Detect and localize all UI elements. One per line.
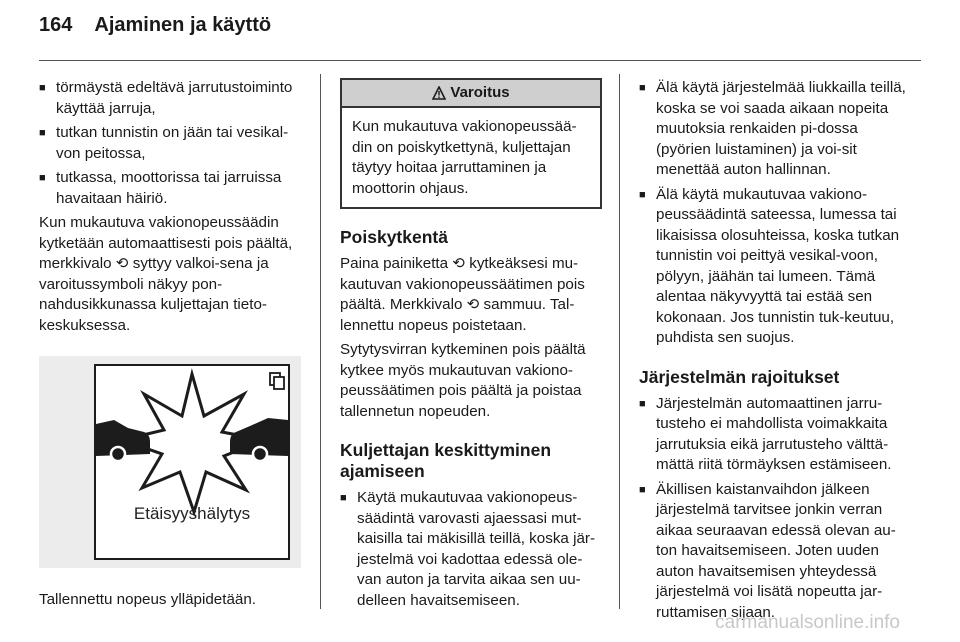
bullet-icon: ■ (639, 188, 646, 201)
warning-box (340, 78, 602, 209)
list-item: ■ Äkillisen kaistanvaihdon jälkeen järjestelmä tarvitsee jonkin verran aikaa seuraavan edessä olevan au-ton havaitsemiseen. Joten uuden auton havaitsemisen yhteydessä järjestelmä voi lisätä nopeutta jar-ruttamisen sijaan. (639, 480, 911, 624)
list-item: ■ tutkan tunnistin on jään tai vesikal-von peitossa, (39, 123, 304, 164)
car-right-icon (230, 418, 288, 461)
list-item: ■ törmäystä edeltävä jarrutustoiminto käyttää jarruja, (39, 78, 304, 119)
warning-triangle-icon (432, 86, 446, 100)
paragraph: Sytytysvirran kytkeminen pois päältä kytkee myös mukautuvan vakiono-peussäätimen pois päältä ja poistaa tallennetun nopeuden. (340, 341, 586, 420)
list-item: ■ Käytä mukautuvaa vakionopeus-säädintä varovasti ajaessasi mut-kaisilla tai mäkisillä teillä, koska jär-jestelmä voi kadottaa edessä ole-van auton ja tarvita aikaa sen uu-delleen havaitsemiseen. (340, 488, 604, 611)
warning-header (342, 80, 600, 108)
bullet-icon: ■ (39, 127, 46, 139)
section-heading: Kuljettajan keskittyminen ajamiseen (340, 440, 552, 481)
bullet-icon: ■ (639, 397, 646, 410)
column-separator (320, 74, 321, 609)
list-item: ■ Älä käytä mukautuvaa vakiono-peussäädintä sateessa, lumessa tai likaisissa olosuhteissa, koska tutkan tunnistin voi peittyä vesikal-voon, pölyyn, jäähän tai lumeen. Tämä alentaa näkyvyyttä tai estää sen kokonaan. Jos tunnistin tuk-keutuu, puhdista sen suojus. (639, 185, 911, 349)
bullet-icon: ■ (39, 172, 46, 184)
watermark: carmanualsonline.info (715, 612, 900, 633)
collision-alert-figure (39, 356, 301, 568)
page-title: Ajaminen ja käyttö (94, 14, 272, 36)
column-2 (340, 78, 604, 615)
document-icon (270, 373, 284, 389)
column-separator (619, 74, 620, 609)
paragraph: Kun mukautuva vakionopeussäädin kytketään automaattisesti pois päältä, merkkivalo ⟲ syttyy valkoi-sena ja varoitussymboli näkyy pon-nahdusikkunassa kuljettajan tieto-keskuksessa. (39, 214, 293, 334)
section-heading: Järjestelmän rajoitukset (639, 366, 840, 387)
bullet-icon: ■ (340, 492, 347, 504)
figure-caption: Etäisyyshälytys (133, 504, 251, 523)
paragraph: Tallennettu nopeus ylläpidetään. (39, 591, 257, 608)
bullet-icon: ■ (639, 82, 646, 94)
warning-text: Kun mukautuva vakionopeussää-din on poiskytkettynä, kuljettajan täytyy hoitaa jarruttaminen ja moottorin ohjaus. (352, 118, 577, 197)
warning-title: Varoitus (450, 84, 510, 101)
list-item: ■ Älä käytä järjestelmää liukkailla teillä, koska se voi saada aikaan nopeita muutoksia renkaiden pi-dossa (pyörien luistaminen) ja voi-sit menettää auton hallinnan. (639, 78, 911, 181)
page-header (39, 14, 271, 50)
collision-icon (96, 366, 288, 558)
car-left-icon (96, 420, 150, 461)
alert-panel (94, 364, 290, 560)
bullet-icon: ■ (639, 483, 646, 496)
section-heading: Poiskytkentä (340, 227, 448, 247)
page-number: 164 (39, 14, 73, 36)
header-rule (39, 60, 921, 61)
bullet-icon: ■ (39, 82, 46, 94)
column-1 (39, 78, 304, 615)
list-item: ■ Järjestelmän automaattinen jarru-tusteho ei mahdollista voimakkaita jarrutuksia eikä jarrutusteho välttä-mättä riitä törmäyksen estämiseen. (639, 394, 911, 476)
paragraph: Paina painiketta ⟲ kytkeäksesi mu-kautuvan vakionopeussäätimen pois päältä. Merkkivalo ⟲ sammuu. Tal-lennettu nopeus poistetaan. (340, 255, 585, 334)
list-item: ■ tutkassa, moottorissa tai jarruissa havaitaan häiriö. (39, 168, 304, 209)
column-3 (639, 78, 911, 627)
